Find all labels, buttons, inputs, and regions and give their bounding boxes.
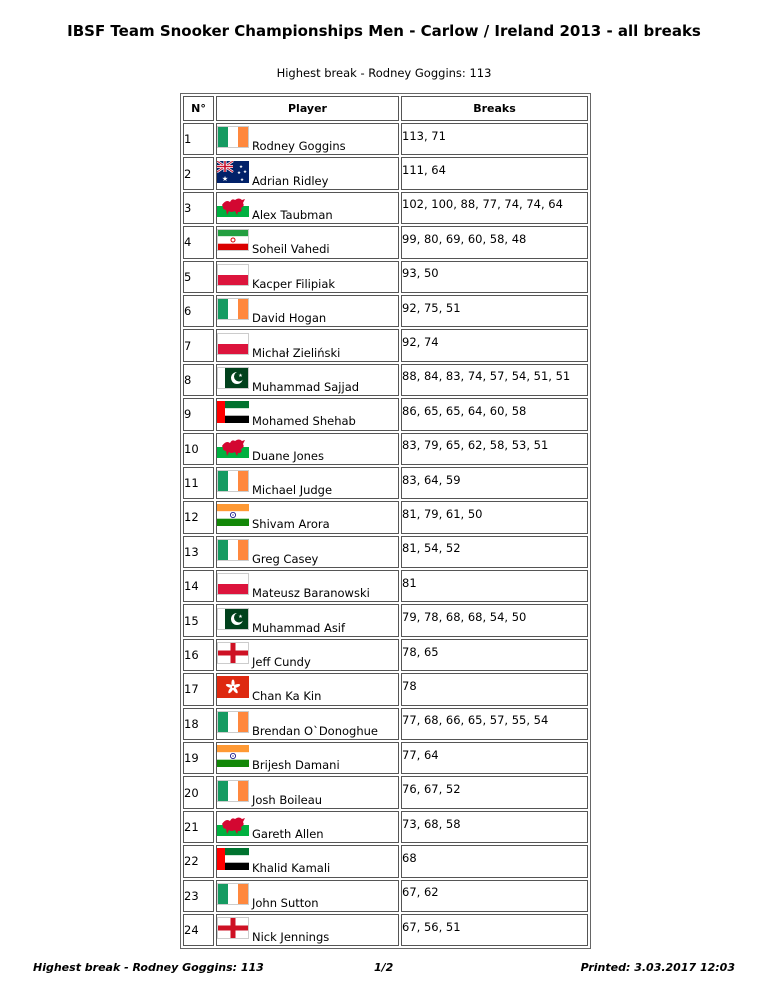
row-number: 7 [183,329,214,361]
player-cell [216,398,399,430]
breaks-list: 113, 71 [402,128,446,143]
table-row [183,742,588,774]
ireland-flag-icon [217,126,249,148]
table-row [183,261,588,293]
player-cell [216,467,399,499]
row-number: 18 [183,708,214,740]
breaks-list: 92, 74 [402,335,439,350]
breaks-list: 67, 62 [402,885,439,900]
breaks-list: 81, 54, 52 [402,541,461,556]
row-number: 4 [183,226,214,258]
breaks-list: 77, 64 [402,747,439,762]
breaks-cell [401,811,588,843]
row-number: 20 [183,776,214,808]
player-name: Chan Ka Kin [252,689,322,704]
row-number: 2 [183,157,214,189]
row-number: 14 [183,570,214,602]
svg-text:★: ★ [238,372,243,379]
india-flag-icon [217,745,249,767]
wales-flag-icon [217,814,249,836]
breaks-list: 77, 68, 66, 65, 57, 55, 54 [402,713,549,728]
player-name: Brijesh Damani [252,758,340,773]
breaks-list: 83, 64, 59 [402,472,461,487]
iran-flag-icon [217,229,249,251]
breaks-list: 76, 67, 52 [402,782,461,797]
row-number: 17 [183,673,214,705]
player-name: Michael Judge [252,483,333,498]
ireland-flag-icon [217,780,249,802]
row-number: 22 [183,845,214,877]
footer-printed-date: Printed: 3.03.2017 12:03 [580,961,735,974]
table-row [183,226,588,258]
table-row [183,467,588,499]
table-row [183,880,588,912]
breaks-cell [401,708,588,740]
poland-flag-icon [217,333,249,355]
page-subtitle: Highest break - Rodney Goggins: 113 [276,66,492,80]
player-cell [216,708,399,740]
player-cell [216,742,399,774]
player-cell [216,226,399,258]
ireland-flag-icon [217,883,249,905]
table-row [183,192,588,224]
svg-text:★: ★ [242,169,248,175]
breaks-list: 81, 79, 61, 50 [402,506,483,521]
breaks-list: 68 [402,850,417,865]
uae-flag-icon [217,401,249,423]
breaks-list: 88, 84, 83, 74, 57, 54, 51, 51 [402,369,571,384]
breaks-cell [401,123,588,155]
breaks-list: 111, 64 [402,163,446,178]
breaks-cell [401,433,588,465]
row-number: 23 [183,880,214,912]
breaks-cell [401,536,588,568]
player-name: Gareth Allen [252,827,324,841]
svg-text:★: ★ [221,174,229,183]
footer-page-number: 1/2 [374,961,394,974]
player-name: Nick Jennings [252,930,330,945]
svg-text:★: ★ [238,613,243,620]
breaks-cell [401,501,588,533]
player-cell [216,123,399,155]
wales-flag-icon [217,195,249,217]
player-name: John Sutton [252,895,319,910]
player-name: Duane Jones [252,448,324,463]
row-number: 10 [183,433,214,465]
player-name: David Hogan [252,311,327,326]
ireland-flag-icon [217,298,249,320]
player-cell [216,536,399,568]
player-cell [216,776,399,808]
player-name: Soheil Vahedi [252,242,330,257]
footer-highest-break: Highest break - Rodney Goggins: 113 [33,961,264,974]
row-number: 21 [183,811,214,843]
breaks-list: 81 [402,575,417,590]
row-number: 9 [183,398,214,430]
player-cell [216,673,399,705]
player-cell [216,570,399,602]
breaks-cell [401,157,588,189]
table-row [183,708,588,740]
breaks-cell [401,226,588,258]
row-number: 3 [183,192,214,224]
player-name: Adrian Ridley [252,173,329,188]
player-cell [216,811,399,843]
row-number: 16 [183,639,214,671]
breaks-list: 93, 50 [402,266,439,281]
player-cell [216,604,399,636]
player-name: Muhammad Sajjad [252,379,360,394]
table-row [183,157,588,189]
table-row [183,501,588,533]
row-number: 12 [183,501,214,533]
ireland-flag-icon [217,711,249,733]
breaks-cell [401,192,588,224]
breaks-list: 67, 56, 51 [402,919,461,934]
table-row [183,811,588,843]
player-cell [216,192,399,224]
table-row [183,570,588,602]
row-number: 5 [183,261,214,293]
table-row [183,329,588,361]
column-header-no: N° [183,96,214,121]
breaks-cell [401,398,588,430]
breaks-cell [401,673,588,705]
breaks-cell [401,742,588,774]
breaks-cell [401,604,588,636]
player-name: Brendan O`Donoghue [252,723,378,738]
player-name: Greg Casey [252,551,319,566]
breaks-cell [401,845,588,877]
breaks-list: 86, 65, 65, 64, 60, 58 [402,403,527,418]
australia-flag-icon [217,161,249,183]
breaks-cell [401,776,588,808]
table-row [183,364,588,396]
breaks-list: 99, 80, 69, 60, 58, 48 [402,231,527,246]
page-title: IBSF Team Snooker Championships Men - Carlow / Ireland 2013 - all breaks [67,22,701,40]
player-cell [216,261,399,293]
player-name: Jeff Cundy [252,655,311,670]
table-row [183,776,588,808]
breaks-cell [401,364,588,396]
uae-flag-icon [217,848,249,870]
player-name: Rodney Goggins [252,139,346,154]
table-row [183,398,588,430]
player-name: Khalid Kamali [252,861,331,876]
row-number: 1 [183,123,214,155]
pakistan-flag-icon [217,367,249,389]
player-cell [216,157,399,189]
player-cell [216,295,399,327]
india-flag-icon [217,504,249,526]
breaks-list: 83, 79, 65, 62, 58, 53, 51 [402,438,549,453]
table-row [183,295,588,327]
player-cell [216,914,399,946]
player-cell [216,433,399,465]
table-row [183,914,588,946]
row-number: 24 [183,914,214,946]
ireland-flag-icon [217,470,249,492]
player-name: Alex Taubman [252,207,333,222]
breaks-list: 73, 68, 58 [402,816,461,831]
player-name: Michał Zieliński [252,345,341,360]
pakistan-flag-icon [217,608,249,630]
breaks-cell [401,570,588,602]
england-flag-icon [217,917,249,939]
ireland-flag-icon [217,539,249,561]
breaks-table [180,93,591,949]
player-cell [216,329,399,361]
table-header-row [183,96,588,121]
table-row [183,123,588,155]
svg-text:★: ★ [238,164,244,170]
breaks-cell [401,261,588,293]
player-cell [216,845,399,877]
table-row [183,673,588,705]
breaks-list: 78, 65 [402,644,439,659]
breaks-cell [401,467,588,499]
breaks-cell [401,639,588,671]
breaks-list: 92, 75, 51 [402,300,461,315]
table-row [183,604,588,636]
player-cell [216,501,399,533]
svg-text:★: ★ [236,170,242,176]
player-cell [216,880,399,912]
row-number: 13 [183,536,214,568]
player-name: Mateusz Baranowski [252,586,370,601]
player-name: Kacper Filipiak [252,276,336,291]
wales-flag-icon [217,436,249,458]
column-header-breaks: Breaks [401,96,588,121]
breaks-cell [401,880,588,912]
player-cell [216,639,399,671]
poland-flag-icon [217,573,249,595]
breaks-cell [401,295,588,327]
england-flag-icon [217,642,249,664]
breaks-cell [401,914,588,946]
breaks-list: 102, 100, 88, 77, 74, 74, 64 [402,197,563,212]
row-number: 8 [183,364,214,396]
table-row [183,639,588,671]
hong-kong-flag-icon [217,676,249,698]
player-cell [216,364,399,396]
breaks-cell [401,329,588,361]
player-name: Mohamed Shehab [252,414,356,429]
row-number: 11 [183,467,214,499]
row-number: 15 [183,604,214,636]
column-header-player: Player [216,96,399,121]
breaks-list: 78 [402,678,417,693]
poland-flag-icon [217,264,249,286]
table-row [183,845,588,877]
player-name: Muhammad Asif [252,620,346,635]
breaks-list: 79, 78, 68, 68, 54, 50 [402,610,527,625]
player-name: Josh Boileau [252,792,323,807]
player-name: Shivam Arora [252,517,330,532]
row-number: 19 [183,742,214,774]
table-row [183,536,588,568]
row-number: 6 [183,295,214,327]
table-row [183,433,588,465]
table-body [183,123,588,946]
svg-text:★: ★ [239,177,245,183]
